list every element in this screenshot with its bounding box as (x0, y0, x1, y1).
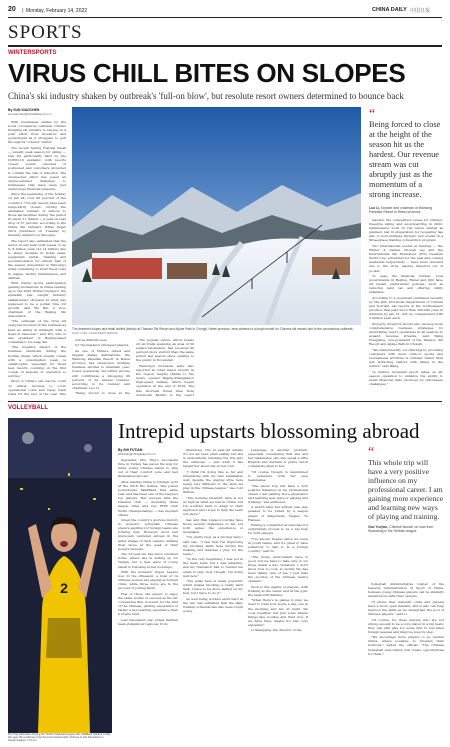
paragraph: Volleyball Administrative Center of the General Administration of Sport of China, believes young Chinese players can be similarly adventurous with their careers. (368, 582, 444, 599)
paragraph: With winter sports participation gaining momentum in China leading up to the 2022 Winter Olympics, the epidemic has caught industry stakeholders off-guard at what was supposed to be a golden time for growth, said Wu Bin, a vice-chairman of the Beijing Ski Association. (8, 281, 66, 318)
story1-column-3 (136, 338, 194, 396)
paragraph: After leading China to Olympic gold at the 2016 Rio Games, Zhu joined powerhouse VakifBank that same year and has been one of the league's top players. Her success with the Istanbul club — including three league titles and two FIVB Club World Championships — has inspired others. (118, 479, 178, 517)
story2-byline-block (118, 448, 178, 456)
paragraph: Having a compatriot around has not surprisingly proved to be a big help for both players. (248, 523, 308, 536)
story1-kicker: WINTERSPORTS (8, 50, 57, 56)
header-separator: | (22, 7, 24, 14)
paragraph: for the market's strongest players. (75, 343, 130, 348)
paragraph: "It shows that domestic clubs and players have a more open mindset, and it also can help improve the skills as we strengthen the pool of Chinese players," said Li. (368, 599, 444, 617)
story2-kicker: VOLLEYBALL (8, 405, 48, 411)
photo-credit: ZHAO YUAN / CHINA NEWS SERVICE (72, 332, 118, 335)
story1-column-5 (369, 218, 443, 395)
story1-email: sunxiaochen@chinadaily.com.cn (8, 112, 52, 116)
volleyball-photo (8, 418, 112, 733)
story2-quote-text: This whole trip will have a very positive influence on my professional career. I am gaining more experience and learning new ways of playing and training. (368, 458, 444, 521)
paragraph: According to a document published recently by the Jilin Provincial Department of Culture and Tourism, ski resorts in the northeastern province that paid more than 500,000 yuan in interests by Jan 31, will be compensated with 2 million yuan each. (369, 295, 443, 321)
paragraph: "The negative impact of the business shutdown during the holiday break, which usually comes with a consumption peak, is catastrophic, especially for those new resorts counting on the first couple of seasons of operation to survive." (8, 345, 66, 378)
quote2-attr-name: Gao Yuejiao, (368, 525, 389, 529)
issue-date: Monday, February 14, 2022 (26, 7, 88, 14)
section-divider (8, 401, 442, 402)
paragraph: "The outbreak of the virus hit everyone involved in the business as hard as skiing at midnight with a head-on takeover," said Wu, who is also president of Beijing-based consultancy Ice-Leap Ski. (8, 319, 66, 344)
paragraph: As one of China's oldest and biggest skiing destinations, the Wanlong Paradise Resort in Hebei province has developed multiple business entities to maintain year-round operations. Yet winter income still contributes a whopping 90 percent of its annual revenue, according to its founder and chairman, Luo Li. (72, 348, 130, 390)
paragraph: "I think I'm doing fine so far and integrating with my new teammates well, despite the playing style here being very different to the style we play in the Chinese league," Gao told Xinhua. (183, 469, 243, 495)
photo2-credit: XINHUA (27, 739, 38, 743)
page-header (8, 6, 442, 16)
quote-mark-icon-2: “ (368, 445, 375, 460)
paragraph: Wanlong's increases were also reported at other major resorts in the region, largely thanks to the newly opened Beijing-Zhangjiakou high-speed railway, which began operation at the end of 2019. The line shortens travel time from downtown Beijing to the resort (136, 363, 194, 396)
paragraph: Such is the quality of players, with training at the center and at the gym, the team still training. (248, 584, 308, 597)
story2-byline: By SHI FUTIAN (118, 448, 143, 452)
paragraph: Property investors should also develop more comprehensive business strategies by diversifying resort operations in all seasons to expand revenue streams, said Wang Hongjiang, vice-president of the Thaiwoo Ski Resort and Alpine Park in Chongli. (369, 321, 443, 347)
paragraph: will be difficult even (75, 338, 107, 342)
paragraph: "The whole trip will have a very positive influence on my professional career. I am gaining more experience and learning new ways of playing and training," she enthused. (248, 483, 308, 504)
paragraph: "The spike here is really powerful, which makes blocking a really hard task. I have to be more skilled on my feet, but I have to do it." (183, 579, 243, 596)
volleyball-illustration (8, 418, 112, 733)
photo2-caption-text: Zhu Ting celebrates winning the Turkish Volleyball League with VakifBank Istanbul in May last year. Zhu continues to be the most inspired other Chinese to test themselves in foreign leagues. (8, 733, 111, 743)
story2-headline: Intrepid upstarts blossoming abroad (118, 419, 420, 443)
paragraph: As well being worked extra hard at the net, Gao admitted that the daily training schedule has also been tough going. (183, 596, 243, 614)
paragraph: "The living environment here is good, but we have to take care of our three meals a day ourselves. I don't know how to cook, so luckily Wu has been taking care of me. I just miss the noodles of the Chinese team's canteen." (248, 554, 308, 584)
photo-caption-text: The deserted slopes and retail outlets (below) at Thaiwoo Ski Resort and Alpine Park in Chongli, Hebei province, bear witness to a tough month for Chinese ski resorts due to the coronavirus outbreak. (72, 327, 354, 331)
quote-attr-role: founder and chairman of Wanlong Paradise Resort in Hebei province (369, 206, 433, 215)
story2-email: shifutian@chinadaily.com.cn (118, 452, 156, 456)
section-rule (8, 45, 442, 47)
paragraph: With the domestic Super League now in the offseason, a total of 14 Chinese women are playing at foreign clubs, while three more are in the process of joining them. (118, 570, 178, 591)
paragraph: To ease the financial burden, local governments in Beijing, Hebei and Jilin have all issued preferential policies, such as reducing land tax and offering utility subsidies. (369, 274, 443, 295)
story1-column-2 (72, 338, 130, 396)
story2-column-2 (183, 448, 243, 740)
paragraph: "In the very beginning, I was not in the main team but I was adapting, and my translator had to remind me when to play, how, though. I'm doing well now." (183, 557, 243, 578)
paragraph: "We encourage more players to go outside China, where possible, to broaden their horizons," added the official. "The Chinese Volleyball Association will create opportunities for them." (368, 635, 444, 656)
paragraph: "The training intensity here is not as high as what we had in China, but I'm working hard to adapt to their approach and I hope to help the team win more." (183, 495, 243, 517)
header-rule (8, 17, 442, 18)
paragraph: Last December, Gao joined Serbian team Zeljeznicar Lajkovac from (118, 617, 178, 626)
paragraph: With businesses stalled by the novel coronavirus outbreak, China's fledgling ski industry is relying on a joint effort from investors and government as it struggles to pull through its "coldest" winter. (8, 120, 66, 145)
story2-column-4 (368, 582, 444, 740)
paragraph: "When there's no games to play, we need to train four hours a day, one in the morning and two at night. We cook together, but just some simple things like noodles and fried rice. If we have time, maybe it's also very enjoyable". (248, 598, 308, 627)
story1-headline: VIRUS CHILL BITES ON SLOPES (8, 58, 406, 88)
paragraph: "A mature mountain resort relies on all-season operation to enhance the ability to resist financial risks produced by unforeseen challenges." (369, 369, 443, 386)
ski-resort-photo (72, 107, 361, 325)
story1-byline-block (8, 108, 66, 116)
paragraph: "Of course, for those players who are not strong enough to be a core player in a big team, they can still play for some mid to low-rated foreign leagues and improve step by step. (368, 617, 444, 634)
paragraph: Given the country's glorious history in women's volleyball, Chinese players aspiring for foreign teams are nothing new. However, most had previously ventured abroad in the latter stages of their careers, making their move at the peak of their powers unusual. (118, 518, 178, 551)
ski-resort-illustration (72, 107, 361, 325)
paragraph: Li Xiangqing, the director of the (251, 628, 302, 633)
quote2-attr-role: Chinese blocker on loan from Shandong in the Serbian league (368, 525, 434, 534)
story2-pull-quote (368, 445, 444, 534)
paper-name: CHINA DAILY (372, 7, 407, 13)
story1-deck: China's ski industry shaken by outbreak's 'full-on blow', but resolute resort owners determined to bounce back (8, 91, 404, 101)
story1-column-1 (8, 120, 66, 395)
quote-attr-name: Luo Li, (369, 206, 381, 210)
story2-column-3 (248, 448, 308, 740)
paragraph: A month after her arrival, Gao was pleased to be joined by a league player of Zeljeznicar, Yuejiao, Yu Hanwei. (248, 505, 308, 522)
paragraph: Two international events at Genting — the Winter X Games Chongli leg and the International Ski Federation (FIS) freestyle World Cup, scheduled for the past and coming weekends respectively — have been canceled due to the virus, leaving investors out of pocket. (369, 243, 443, 273)
paragraph: Since the beginning of the holiday on Jan 24, over 90 percent of the country's 770-odd resorts have been temporarily closed, cutting the estimated number of visitors to those ski facilities during the period by about 11 million — a year-on-year drop of 57 percent, according to the China Ski Industry White Paper 2019 published on Tuesday by industry analyst Lyu Xiaoqing. (8, 192, 66, 238)
story2-column-1 (118, 458, 178, 740)
paragraph: Superstar Zhu Ting's successful time in Turkey has paved the way for many young Chinese talent to step out of their comfort zone and test themselves abroad. (118, 458, 178, 479)
paragraph: "I'm pretty busy as a blocker here," said Gao. "I feel that I'm improving my blocking skills here during the training and matches I play for the team." (183, 535, 243, 556)
paragraph: Shandong. The 21-year-old admits it's not all been plain sailing but she is undoubtedly relishing the trip into the unknown — and what it has taught her about life on her own. (183, 448, 243, 469)
quote-mark-icon: “ (369, 107, 376, 122)
paragraph: The 23-year-old has since returned home, where she is setting up for Tianjin, but a new wave of young talent is following in her footsteps. (118, 552, 178, 569)
svg-text:2: 2 (60, 580, 68, 596)
paragraph: "Of course, though, is determined to persevere with her new teammates. (248, 469, 308, 483)
paragraph: "We shall diversify our offerings by providing customers with more outdoor sports and recreational activities in summer rather than just attracting visitors with skiing in the winter," said Wang. (369, 347, 443, 369)
paragraph: Few of those can expect to enjoy the same profile or success as the all-conquering Zhu, however for the first of the Chinese, gaining experience is rather a key learning experience than a trophy hunt. (118, 591, 178, 617)
paragraph: The popular venue, which boasts 22 ski trails spanning an area of 30 square kilometers, had received 40 percent more visitors than the same period last season since opening to the public in November. (136, 338, 194, 363)
story1-column-4 (200, 338, 258, 396)
paragraph: The recent Spring Festival break — usually peak season for skiing — was hit particularly hard by the COVID-19 epidemic, with resorts closed, events canceled or postponed and customers grounded to contain the risk of infection. The unexpected effect has posed an unprecedented challenge to businesses that have been just under huge financial pressure. (8, 145, 66, 191)
story1-pull-quote (369, 107, 443, 215)
paragraph: "I've known Yuejiao since we were in youth teams, and it's great to have somebody to talk to in a foreign country," said Yu. (248, 536, 308, 554)
story2-quote-attribution (368, 525, 444, 533)
paragraph: Gao and Wan Ligiao's tourists have faced several challenges so far, but both agree the experience is invaluable. (183, 517, 243, 534)
paragraph: Language is another problem, especially considering that she and her teammates can only speak a little English and Serbian is pretty much completely alien to her. (248, 448, 308, 469)
story1-quote-attribution (369, 206, 443, 214)
page-number: 20 (8, 6, 16, 13)
story1-byline: By SUN XIAOCHEN (8, 108, 40, 112)
section-title: SPORTS (8, 22, 83, 43)
story1-photo-caption (72, 327, 361, 336)
paragraph: "Being forced to close at the (75, 391, 130, 396)
story1-quote-text: Being forced to close at the height of the season hit us the hardest. Our revenue stream was cut abruptly just as the momentum of a strong increase. (369, 120, 441, 199)
story2-photo-caption (8, 733, 112, 742)
paper-name-cn: 中国日报 (410, 8, 431, 14)
paragraph: Garden, the competition venue for Olympic freestyle skiing and snowboarding in 2022, maintenance work on the venue started as planned, just in preparation for reopening has also to host multiple Olympic test events in a three-phase training-competition program. (369, 218, 443, 243)
paragraph: The report also estimated that the sector would bear total losses of up to 8 billion yuan ($1.14 billion) due to sharp declines in ticket sales, equipment rental, training and accommodation for almost half of the season (December to February) while continuing to incur fixed costs in wages, facility maintenance and utilities. (8, 238, 66, 280)
paragraph: Most of China's ski resorts count on winter revenue to cover operational costs and repay bank loans for the rest of the year. This (8, 379, 66, 395)
